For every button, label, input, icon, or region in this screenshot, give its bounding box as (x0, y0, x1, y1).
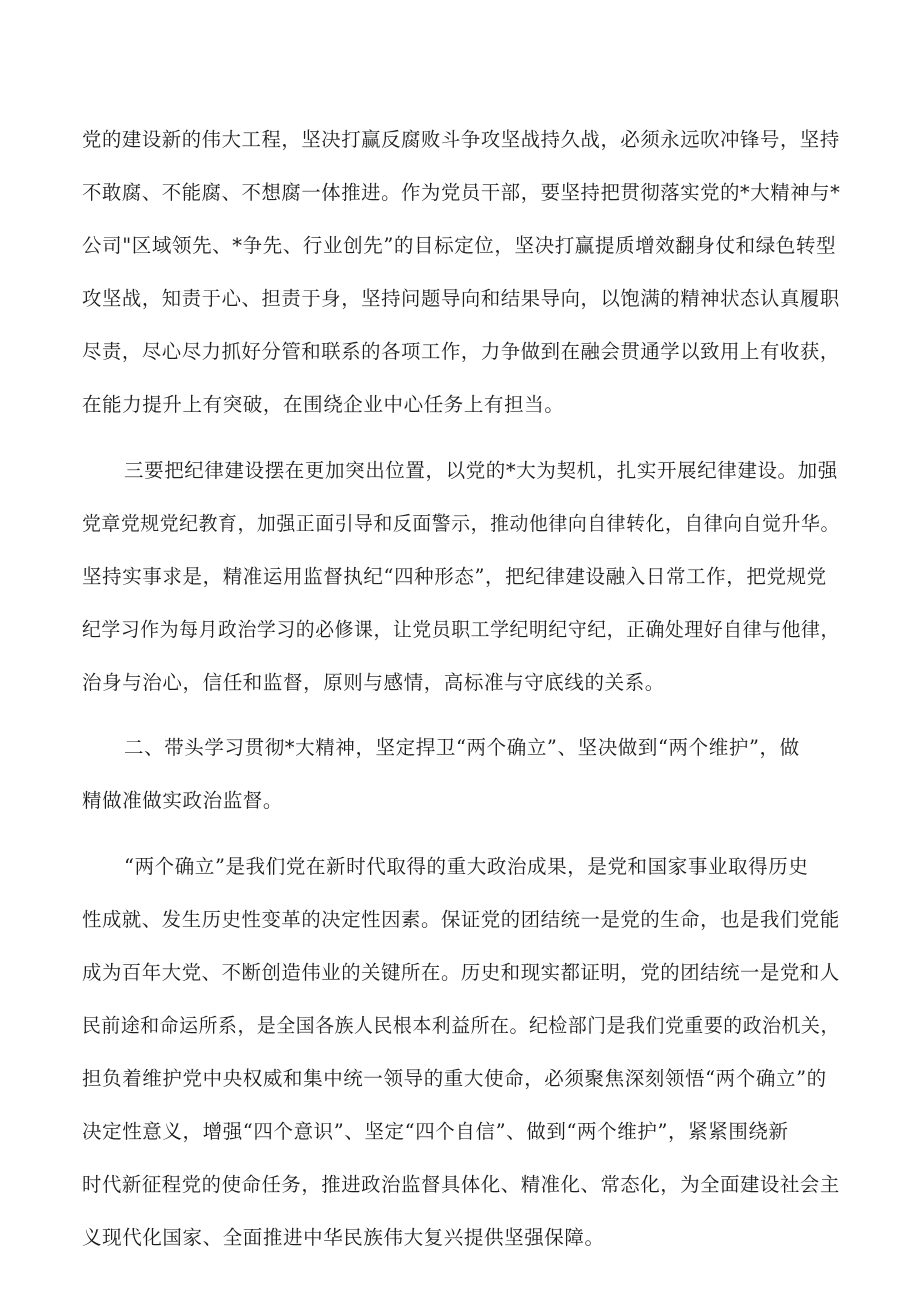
paragraph-4-line-2: 性成就、发生历史性变革的决定性因素。保证党的团结统一是党的生命，也是我们党能 (82, 908, 840, 931)
paragraph-2-line-4: 纪学习作为每月政治学习的必修课，让党员职工学纪明纪守纪，正确处理好自律与他律， (82, 618, 840, 641)
paragraph-1-line-6: 在能力提升上有突破，在围绕企业中心任务上有担当。 (82, 393, 565, 416)
paragraph-2-line-2: 党章党规党纪教育，加强正面引导和反面警示，推动他律向自律转化，自律向自觉升华。 (82, 512, 840, 535)
paragraph-1-line-2: 不敢腐、不能腐、不想腐一体推进。作为党员干部，要坚持把贯彻落实党的*大精神与* (82, 181, 841, 204)
paragraph-2-line-5: 治身与治心，信任和监督，原则与感情，高标准与守底线的关系。 (82, 671, 665, 694)
paragraph-4-line-1: “两个确立”是我们党在新时代取得的重大政治成果，是党和国家事业取得历史 (124, 855, 809, 878)
paragraph-1-line-4: 攻坚战，知责于心、担责于身，坚持问题导向和结果导向，以饱满的精神状态认真履职 (82, 287, 840, 310)
paragraph-4-line-8: 义现代化国家、全面推进中华民族伟大复兴提供坚强保障。 (82, 1226, 605, 1249)
paragraph-2-line-1: 三要把纪律建设摆在更加突出位置，以党的*大为契机，扎实开展纪律建设。加强 (124, 459, 838, 482)
paragraph-2-line-3: 坚持实事求是，精准运用监督执纪“四种形态”，把纪律建设融入日常工作，把党规党 (82, 565, 827, 588)
paragraph-4-line-5: 担负着维护党中央权威和集中统一领导的重大使命，必须聚焦深刻领悟“两个确立”的 (82, 1067, 827, 1090)
paragraph-4-line-3: 成为百年大党、不断创造伟业的关键所在。历史和现实都证明，党的团结统一是党和人 (82, 961, 840, 984)
paragraph-1-line-5: 尽责，尽心尽力抓好分管和联系的各项工作，力争做到在融会贯通学以致用上有收获， (82, 340, 840, 363)
paragraph-1-line-1: 党的建设新的伟大工程，坚决打赢反腐败斗争攻坚战持久战，必须永远吹冲锋号，坚持 (82, 128, 840, 151)
section-heading-line-1: 二、带头学习贯彻*大精神，坚定捍卫“两个确立”、坚决做到“两个维护”，做 (124, 736, 800, 759)
paragraph-4-line-7: 时代新征程党的使命任务，推进政治监督具体化、精准化、常态化，为全面建设社会主 (82, 1173, 840, 1196)
section-heading-line-2: 精做准做实政治监督。 (82, 789, 284, 812)
paragraph-4-line-4: 民前途和命运所系，是全国各族人民根本利益所在。纪检部门是我们党重要的政治机关， (82, 1014, 840, 1037)
paragraph-1-line-3: 公司"区域领先、*争先、行业创先”的目标定位，坚决打赢提质增效翻身仗和绿色转型 (82, 234, 837, 257)
paragraph-4-line-6: 决定性意义，增强“四个意识”、坚定“四个自信”、做到“两个维护”，紧紧围绕新 (82, 1120, 789, 1143)
